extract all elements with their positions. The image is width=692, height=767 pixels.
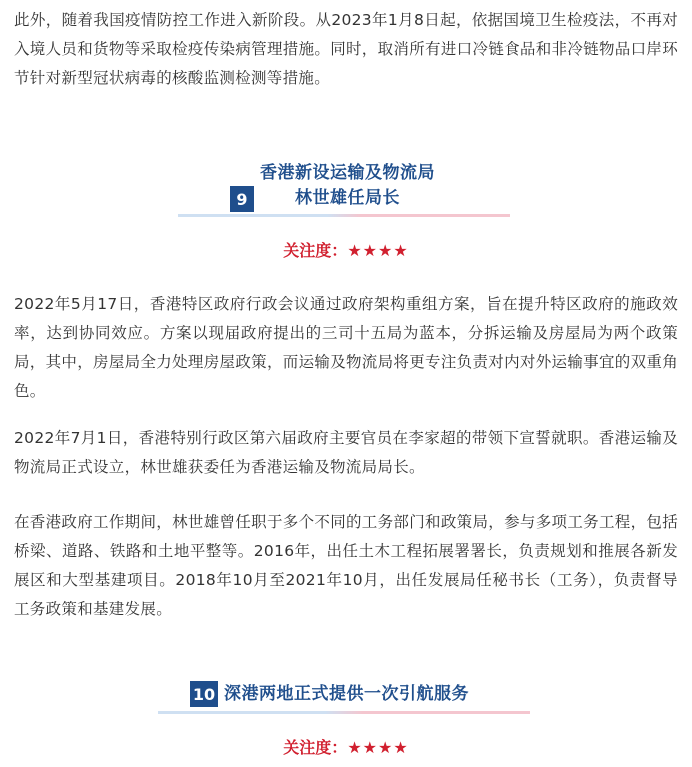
section-9-heading (230, 160, 435, 212)
attention-label: 关注度： (283, 738, 348, 757)
section-number-badge: 9 (230, 186, 254, 212)
star-rating-icon: ★★★★ (347, 241, 409, 260)
paragraph-epidemic-measures: 此外，随着我国疫情防控工作进入新阶段。从2023年1月8日起，依据国境卫生检疫法，不再对入境人员和货物等采取检疫传染病管理措施。同时，取消所有进口冷链食品和非冷链物品口岸环节针对新型冠状病毒的核酸监测检测等措施。 (14, 11, 678, 87)
section-title-line-1: 香港新设运输及物流局 (260, 163, 435, 183)
section-title (260, 161, 435, 211)
star-rating-icon: ★★★★ (347, 738, 409, 757)
section-9-attention-rating (0, 238, 692, 261)
section-9-underline (178, 214, 510, 217)
section-number-badge: 10 (190, 681, 218, 707)
paragraph-bureau-established: 2022年7月1日，香港特别行政区第六届政府主要官员在李家超的带领下宣誓就职。香港运输及物流局正式设立，林世雄获委任为香港运输及物流局局长。 (14, 429, 678, 476)
paragraph-career: 在香港政府工作期间，林世雄曾任职于多个不同的工务部门和政策局，参与多项工务工程，包括桥梁、道路、铁路和土地平整等。2016年，出任土木工程拓展署署长，负责规划和推展各新发展区和大型基建项目。2018年10月至2021年10月，出任发展局任秘书长（工务），负责督导工务政策和基建发展。 (14, 513, 678, 618)
paragraph-restructure: 2022年5月17日，香港特区政府行政会议通过政府架构重组方案，旨在提升特区政府的施政效率，达到协同效应。方案以现届政府提出的三司十五局为蓝本，分拆运输及房屋局为两个政策局，其中，房屋局全力处理房屋政策，而运输及物流局将更专注负责对内对外运输事宜的双重角色。 (14, 295, 678, 400)
section-title: 深港两地正式提供一次引航服务 (224, 683, 469, 704)
section-10-heading (190, 681, 469, 707)
section-10-underline (158, 711, 530, 714)
attention-label: 关注度： (283, 241, 348, 260)
section-10-attention-rating (0, 735, 692, 758)
section-title-line-2: 林世雄任局长 (295, 188, 400, 208)
